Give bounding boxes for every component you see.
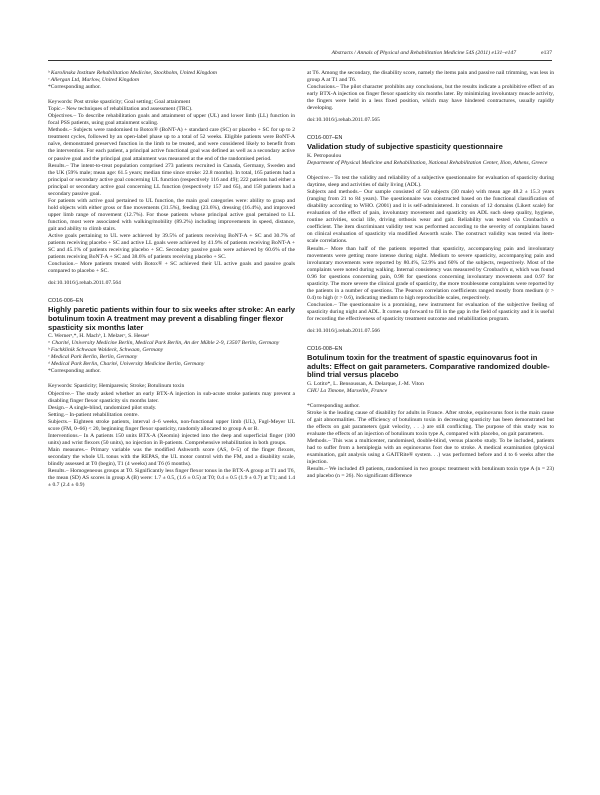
methods: Methods.– Subjects were randomised to Botox® (BoNT-A) + standard care (SC) or placebo + SC for up to 2 treatment cycles, followed by an open-label phase up to a total of 52 weeks. Eligible patients were BoNT-A naïve, demonstrated preserved function in the limb to be treated, and were considered likely to benefit from the intervention. For each patient, a principal active functional goal was defined as well as a secondary active or passive goal and the principal goal attainment was measured at the end of the randomised period. xyxy=(48,127,295,162)
results: Results.– We included 49 patients, randomised in two groups: treatment with botulinum toxin type A (n = 23) and placebo (n = 26). No significant difference xyxy=(307,466,554,480)
abstract-title: Validation study of subjective spasticity questionnaire xyxy=(307,142,503,152)
subjects: Subjects.– Eighteen stroke patients, interval 4–6 weeks, non-functional upper limb (UL), Fugl-Meyer UL score (FM, 0–66) < 20, beginning finger flexor spasticity, randomly allocated to group A or B. xyxy=(48,418,295,432)
affiliation: ᵃ Charité, University Medicine Berlin, Medical Park Berlin, An der Mühle 2-9, 13507 Berlin, Germany xyxy=(48,340,280,347)
abstract-title: Highly paretic patients within four to six weeks after stroke: An early botulinum toxin A treatment may prevent a disabling finger flexor spasticity six months later xyxy=(48,305,296,332)
doi-link[interactable]: doi:10.1016/j.rehab.2011.07.566 xyxy=(307,328,380,335)
subjects-and-methods: Subjects and methods.– Our sample consisted of 50 subjects (30 male) with mean age 48.2 ± 15.3 years (ranging from 21 to 84 years). The questionnaire was constructed based on the functional classification of disability according to WHO. (2001) and it is self-administered. It consists of 12 domains (Likert scale) for evaluation of the effect of pain, involuntary movement and spasticity on ADL such sleep quality, hygiene, routine activities, social life, driving orthosis wear and gait. Reliability was tested via Cronbach's α coefficient. The item discriminant validity test was performed according to the severity of complaints based on clinical evaluation of spasticity via modified Asworth scale. The construct validity was tested via item-scale correlations. xyxy=(307,189,554,245)
main-measures: Main measures.– Primary variable was the modified Ashworth score (AS, 0–5) of the finger flexors, secondary the whole UL tonus with the REPAS, the UL motor control with the FM, and a disability scale, blindly assessed at T0 (begin), T1 (4 weeks) and T6 (6 months). xyxy=(48,446,295,467)
conclusion: Conclusion.– The questionnaire is a promising, new instrument for evaluation of the subjective feeling of spasticity during night and ADL. It comes up forward to fill in the gap in the field of spasticity and it is useful for recording the effectiveness of spasticity treatment outcome and rehabilitation program. xyxy=(307,301,554,322)
authors: G. Lotito*, L. Bensoussan, A. Delarque, J.-M. Viton xyxy=(307,380,424,387)
results-paragraph: For patients with active goal pertained to UL function, the main goal categories were: ability to grasp and hold objects with either gross or fine movements (31.5%), feeding (23.6%), dressing (16.4%), and improved upper limb range of movement (12.7%). For those patients whose principal active goal pertained to LL function, most were associated with walking/mobility (89.2%) including improvements in speed, distance, gait and ability to climb stairs. xyxy=(48,197,295,232)
setting: Setting.– In-patient rehabilitation centre. xyxy=(48,411,139,418)
affiliation: ᵇ Fachklinik Schwaan Waldeck, Schwaan, Germany xyxy=(48,347,164,354)
institution: Department of Physical Medicine and Rehabilitation, National Rehabilitation Center, Ilion, Athens, Greece xyxy=(307,160,548,167)
methods: Methods.– This was a multicenter, randomised, double-blind, versus placebo study. To be included, patients had to suffer from a hemiplegia with an equinovarus foot due to stroke. A medical examination (physical examination, gait analysis using a GAITRite® system. . .) was performed before and 4 to 6 weeks after the injection. xyxy=(307,438,554,466)
corresponding-author-note: *Corresponding author. xyxy=(48,84,101,91)
running-head xyxy=(48,50,552,60)
interventions: Interventions.– In A patients 150 units BTX-A (Xeomin) injected into the deep and superficial finger (100 units) and wrist flexors (50 units), no injection in B-patients. Comprehensive rehabilitation in both groups. xyxy=(48,432,295,446)
right-column xyxy=(307,70,554,481)
affiliation: ᶜ Medical Park Berlin, Berlin, Germany xyxy=(48,354,138,361)
topic: Topic.– New techniques of rehabilitation and assessment (TRC). xyxy=(48,106,193,113)
authors: C. Wernerᵃ,*, H. Machᵇ, I. Melzerᶜ, S. Hesseᵈ xyxy=(48,333,150,340)
introduction: Stroke is the leading cause of disability for adults in France. After stroke, equinovarus foot is the main cause of gait abnormalities. The efficiency of botulinum toxin in decreasing spasticity has been demonstrated but the effects on gait parameters (gait velocity, . . .) are still conflicting. The purpose of this study was to evaluate the effects of an injection of botulinum toxin type A, compared with placebo, on gait parameters. xyxy=(307,410,554,438)
objectives: Objectives.– To describe rehabilitation goals and attainment of upper (UL) and lower limb (LL) function in focal PSS patients, using goal attainment scaling. xyxy=(48,113,295,127)
left-column xyxy=(48,70,295,489)
objective: Objective.– The study asked whether an early BTX-A injection in sub-acute stroke patients may prevent a disabling finger flexor spasticity six months later. xyxy=(48,390,295,404)
objective: Objective.– To test the validity and reliability of a subjective questionnaire for evaluation of spasticity during daytime, sleep and activities of daily living (ADL). xyxy=(307,175,554,189)
corresponding-author-note: *Corresponding author. xyxy=(307,403,360,410)
abstract-code: CO16-007–EN xyxy=(307,135,343,142)
affiliation: ᶜ Allergan Ltd, Marlow, United Kingdom xyxy=(48,77,140,84)
results: Results.– The intent-to-treat population comprised 273 patients recruited in Canada, Germany, Sweden and the UK (59% male; mean age: 61.5 years; median time since stroke: 22.8 months). In total, 165 patients had a principal or secondary active goal concerning UL function (respectively 116 and 49); 222 patients had either a principal or secondary active goal concerning LL function (respectively 157 and 65), and 158 patients had a secondary passive goal. xyxy=(48,162,295,197)
doi-link[interactable]: doi:10.1016/j.rehab.2011.07.564 xyxy=(48,280,121,287)
affiliation: ᵈ Medical Park Berlin, Charité, University Medicine Berlin, Germany xyxy=(48,361,205,368)
corresponding-author-note: *Corresponding author. xyxy=(48,368,101,375)
abstract-title: Botulinum toxin for the treatment of spastic equinovarus foot in adults: Effect on gait parameters. Comparative randomized double-blind trial versus placebo xyxy=(307,353,550,380)
page-number: e137 xyxy=(541,50,552,56)
keywords: Keywords: Post stroke spasticity; Goal setting; Goal attainment xyxy=(48,99,191,106)
abstract-code: CO16-008–EN xyxy=(307,346,343,353)
journal-citation: Abstracts / Annals of Physical and Rehabilitation Medicine 54S (2011) e131–e147 xyxy=(331,50,516,56)
doi-link[interactable]: doi:10.1016/j.rehab.2011.07.565 xyxy=(307,117,380,124)
results: Results.– More than half of the patients reported that spasticity, accompanying pain and involuntary movements were getting more intense during night. Medium to severe spasticity, accompanying pain and involuntary movements were reported by 80.4%, 52.9% and 60% of the subjects, respectively. Most of the complaints were noted during walking. Internal consistency was measured by Cronbach's α, which was found 0.96 for questions concerning pain, 0.98 for questions concerning involuntary movements and 0.97 for spasticity. The more severe the clinical grade of spasticity, the more troublesome complaints were reported by the patients in a number of questions. The Pearson correlation coefficients ranged mostly from medium (r > 0.4) to high (r > 0.6), indicating medium to high reproducible scales, respectively. xyxy=(307,245,554,301)
header-rule xyxy=(48,60,552,61)
authors: K. Petropoulou xyxy=(307,152,342,159)
design: Design.– A single-blind, randomized pilot study. xyxy=(48,404,157,411)
results-continued: at T6. Among the secondary, the disability score, namely the items pain and passive nail trimming, was less in group A at T1 and T6. xyxy=(307,70,554,84)
conclusion: Conclusion.– More patients treated with Botox® + SC achieved their UL active goals and passive goals compared to placebo + SC. xyxy=(48,261,295,275)
keywords: Keywords: Spasticity; Hemiparesis; Stroke; Botulinum toxin xyxy=(48,383,185,390)
abstract-code: CO16-006–EN xyxy=(48,298,84,305)
affiliation: ᵇ Karolinska Institute Rehabilitation Medicine, Stockholm, United Kingdom xyxy=(48,70,217,76)
results: Results.– Homogeneous groups at T0. Significantly less finger flexor tonus in the BTX-A group at T1 and T6, the mean (SD) AS scores in group A (B) were: 1.7 ± 0.5, (1.6 ± 0.5) at T0; 0.4 ± 0.5 (1.9 ± 0.7) at T1; and 1.4 ± 0.7 (2.4 ± 0.9) xyxy=(48,468,295,489)
institution: CHU La Timone, Marseille, France xyxy=(307,387,388,394)
results-paragraph: Active goals pertaining to UL were achieved by 39.5% of patients receiving BoNT-A + SC and 30.7% of patients receiving placebo + SC and active LL goals were achieved by 41.9% of patients receiving BoNT-A + SC and 45.1% of patients receiving placebo + SC. Secondary passive goals were achieved by 60.6% of the patients receiving BoNT-A + SC and 38.6% of patients receiving placebo + SC. xyxy=(48,233,295,261)
conclusions: Conclusions.– The pilot character prohibits any conclusions, but the results indicate a prohibitive effect of an early BTX-A injection on finger flexor spasticity six months later. By minimizing involuntary muscle activity, the fingers were held in a less fixed position, which may have hindered contractures, usually rapidly developing. xyxy=(307,84,554,112)
